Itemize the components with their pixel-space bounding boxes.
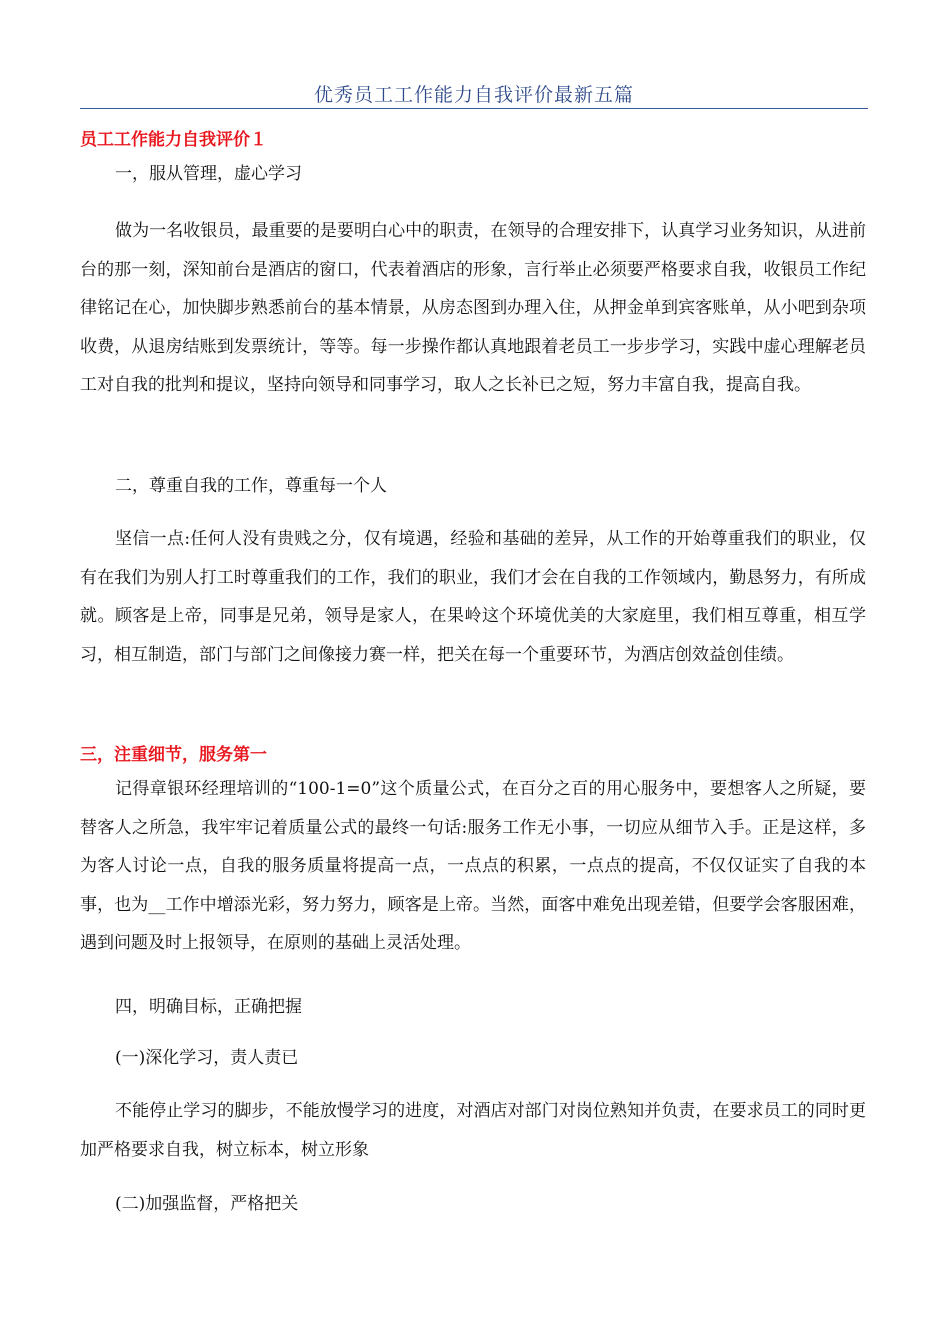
paragraph-1: 做为一名收银员，最重要的是要明白心中的职责，在领导的合理安排下，认真学习业务知识，从进前台的那一刻，深知前台是酒店的窗口，代表着酒店的形象，言行举止必须要严格要求自我，收银员工作纪律铭记在心，加快脚步熟悉前台的基本情景，从房态图到办理入住，从押金单到宾客账单，从小吧到杂项收费，从退房结账到发票统计，等等。每一步操作都认真地跟着老员工一步步学习，实践中虚心理解老员工对自我的批判和提议，坚持向领导和同事学习，取人之长补已之短，努力丰富自我，提高自我。 <box>80 221 866 395</box>
red-heading-3: 三，注重细节，服务第一 <box>80 745 267 765</box>
subhead-2: 二，尊重自我的工作，尊重每一个人 <box>115 476 387 496</box>
subhead-4: 四，明确目标，正确把握 <box>115 997 302 1017</box>
paragraph-4: 不能停止学习的脚步，不能放慢学习的进度，对酒店对部门对岗位熟知并负责，在要求员工的同时更加严格要求自我，树立标本，树立形象 <box>80 1101 866 1160</box>
section-heading: 员工工作能力自我评价１ <box>80 130 267 150</box>
document-title: 优秀员工工作能力自我评价最新五篇 <box>313 84 634 106</box>
subhead-4-1: (一)深化学习，责人责已 <box>115 1048 299 1068</box>
title-underline <box>80 108 868 109</box>
subhead-4-2: (二)加强监督，严格把关 <box>115 1194 299 1214</box>
subhead-1: 一，服从管理，虚心学习 <box>115 164 302 184</box>
paragraph-3: 记得章银环经理培训的“100-1=0”这个质量公式，在百分之百的用心服务中，要想客人之所疑，要替客人之所急，我牢牢记着质量公式的最终一句话:服务工作无小事，一切应从细节入手。正是这样，多为客人讨论一点，自我的服务质量将提高一点，一点点的积累，一点点的提高，不仅仅证实了自我的本事，也为__工作中增添光彩，努力努力，顾客是上帝。当然，面客中难免出现差错，但要学会客服困难，遇到问题及时上报领导，在原则的基础上灵活处理。 <box>80 779 866 953</box>
paragraph-2: 坚信一点:任何人没有贵贱之分，仅有境遇，经验和基础的差异，从工作的开始尊重我们的职业，仅有在我们为别人打工时尊重我们的工作，我们的职业，我们才会在自我的工作领域内，勤恳努力，有所成就。顾客是上帝，同事是兄弟，领导是家人，在果岭这个环境优美的大家庭里，我们相互尊重，相互学习，相互制造，部门与部门之间像接力赛一样，把关在每一个重要环节，为酒店创效益创佳绩。 <box>80 529 866 665</box>
